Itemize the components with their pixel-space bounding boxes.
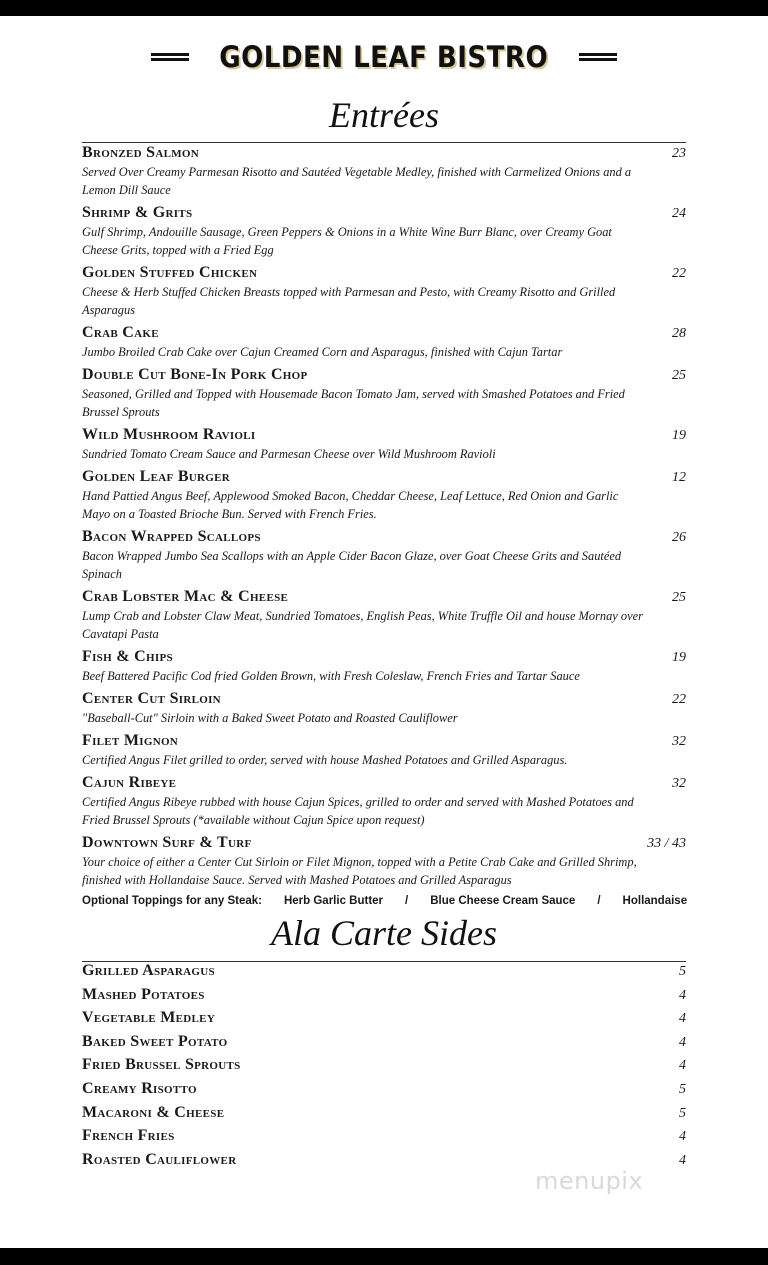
side-price: 5 — [679, 1081, 686, 1097]
restaurant-header — [0, 40, 768, 74]
side-item — [82, 1056, 686, 1080]
entree-price: 24 — [672, 206, 686, 221]
side-price: 4 — [679, 1034, 686, 1050]
side-name: Creamy Risotto — [82, 1079, 197, 1097]
entree-name: Center Cut Sirloin — [82, 690, 221, 707]
entree-price: 19 — [672, 650, 686, 665]
entree-description: "Baseball-Cut" Sirloin with a Baked Sweet Potato and Roasted Cauliflower — [82, 711, 458, 725]
side-price: 4 — [679, 1129, 686, 1145]
sides-title: Ala Carte Sides — [271, 913, 497, 953]
entree-item — [82, 467, 686, 523]
side-item — [82, 1080, 686, 1104]
entree-name: Double Cut Bone-In Pork Chop — [82, 366, 308, 383]
entree-item — [82, 527, 686, 583]
entree-item — [82, 365, 686, 421]
entree-item — [82, 773, 686, 829]
entree-description: Your choice of either a Center Cut Sirloin or Filet Mignon, topped with a Petite Crab Cake and Grilled Shrimp, finished with Hollandaise Sauce. Served with Mashed Potatoes and Grilled Asparagus — [82, 855, 637, 887]
entree-price: 25 — [672, 368, 686, 383]
entree-name: Golden Leaf Burger — [82, 468, 231, 485]
side-price: 4 — [679, 1058, 686, 1074]
entree-name: Crab Cake — [82, 324, 159, 341]
side-name: French Fries — [82, 1127, 175, 1145]
entree-price: 23 — [672, 146, 686, 161]
entree-price: 19 — [672, 428, 686, 443]
decorative-rule-right — [579, 53, 617, 61]
topping-option: Blue Cheese Cream Sauce — [430, 895, 576, 907]
side-name: Baked Sweet Potato — [82, 1032, 228, 1050]
entree-description: Served Over Creamy Parmesan Risotto and Sautéed Vegetable Medley, finished with Carmelized Onions and a Lemon Dill Sauce — [82, 165, 632, 197]
entree-name: Bronzed Salmon — [82, 144, 199, 161]
side-price: 4 — [679, 1152, 686, 1168]
entree-item — [82, 833, 686, 889]
side-price: 5 — [679, 1105, 686, 1121]
topping-option: Herb Garlic Butter — [283, 895, 384, 907]
side-name: Roasted Cauliflower — [82, 1150, 237, 1168]
entree-name: Filet Mignon — [82, 732, 179, 749]
entree-description: Certified Angus Filet grilled to order, served with house Mashed Potatoes and Grilled Asparagus. — [82, 753, 568, 767]
entree-item — [82, 323, 686, 361]
toppings-separator: / — [597, 895, 601, 907]
restaurant-name: GOLDEN LEAF BISTRO — [219, 40, 549, 74]
toppings-label: Optional Toppings for any Steak: — [82, 895, 262, 907]
entree-price: 25 — [672, 590, 686, 605]
entree-description: Sundried Tomato Cream Sauce and Parmesan Cheese over Wild Mushroom Ravioli — [82, 447, 496, 461]
entree-name: Downtown Surf & Turf — [82, 834, 252, 851]
entree-description: Jumbo Broiled Crab Cake over Cajun Creamed Corn and Asparagus, finished with Cajun Tartar — [82, 345, 563, 359]
entree-name: Cajun Ribeye — [82, 774, 177, 791]
decorative-rule-left — [151, 53, 189, 61]
side-price: 4 — [679, 987, 686, 1003]
entree-name: Wild Mushroom Ravioli — [82, 426, 256, 443]
entree-name: Golden Stuffed Chicken — [82, 264, 258, 281]
entrees-title: Entrées — [329, 95, 439, 135]
entree-price: 26 — [672, 530, 686, 545]
side-price: 4 — [679, 1011, 686, 1027]
side-price: 5 — [679, 964, 686, 979]
side-item — [82, 1104, 686, 1128]
entree-price: 32 — [672, 734, 686, 749]
topping-option: Hollandaise — [622, 895, 688, 907]
side-name: Vegetable Medley — [82, 1009, 216, 1027]
side-name: Mashed Potatoes — [82, 985, 205, 1003]
entree-price: 28 — [672, 326, 686, 341]
entree-item — [82, 263, 686, 319]
entree-item — [82, 689, 686, 727]
entree-price: 22 — [672, 692, 686, 707]
sides-list — [82, 962, 686, 1174]
entree-description: Bacon Wrapped Jumbo Sea Scallops with an Apple Cider Bacon Glaze, over Goat Cheese Grits and Sautéed Spinach — [82, 549, 622, 581]
entree-item — [82, 143, 686, 199]
steak-toppings — [82, 893, 686, 909]
entree-description: Beef Battered Pacific Cod fried Golden Brown, with Fresh Coleslaw, French Fries and Tartar Sauce — [82, 669, 580, 683]
entree-item — [82, 587, 686, 643]
entree-name: Shrimp & Grits — [82, 204, 193, 221]
entree-name: Crab Lobster Mac & Cheese — [82, 588, 289, 605]
entree-description: Gulf Shrimp, Andouille Sausage, Green Peppers & Onions in a White Wine Burr Blanc, over Creamy Goat Cheese Grits, topped with a Fried Egg — [82, 225, 612, 257]
side-name: Fried Brussel Sprouts — [82, 1056, 241, 1074]
entree-description: Lump Crab and Lobster Claw Meat, Sundried Tomatoes, English Peas, White Truffle Oil and house Mornay over Cavatapi Pasta — [82, 609, 643, 641]
entree-name: Fish & Chips — [82, 648, 173, 665]
entree-item — [82, 425, 686, 463]
entree-price: 22 — [672, 266, 686, 281]
entree-price: 12 — [672, 470, 686, 485]
side-item — [82, 1127, 686, 1151]
side-item — [82, 986, 686, 1010]
entree-item — [82, 731, 686, 769]
entree-description: Cheese & Herb Stuffed Chicken Breasts topped with Parmesan and Pesto, with Creamy Risotto and Grilled Asparagus — [82, 285, 616, 317]
entrees-list — [82, 143, 686, 909]
entree-name: Bacon Wrapped Scallops — [82, 528, 261, 545]
entree-item — [82, 203, 686, 259]
top-border — [0, 0, 768, 16]
entree-description: Certified Angus Ribeye rubbed with house Cajun Spices, grilled to order and served with Mashed Potatoes and Fried Brussel Sprouts (*available without Cajun Spice upon request) — [82, 795, 634, 827]
menupix-watermark: menupix — [535, 1167, 644, 1195]
side-item — [82, 962, 686, 986]
side-name: Grilled Asparagus — [82, 962, 215, 979]
side-item — [82, 1033, 686, 1057]
entree-price: 32 — [672, 776, 686, 791]
toppings-separator: / — [405, 895, 409, 907]
entree-item — [82, 647, 686, 685]
side-item — [82, 1009, 686, 1033]
entree-description: Seasoned, Grilled and Topped with Housemade Bacon Tomato Jam, served with Smashed Potatoes and Fried Brussel Sprouts — [82, 387, 625, 419]
entree-price: 33 / 43 — [647, 836, 686, 851]
side-name: Macaroni & Cheese — [82, 1103, 225, 1121]
bottom-border — [0, 1248, 768, 1265]
entree-description: Hand Pattied Angus Beef, Applewood Smoked Bacon, Cheddar Cheese, Leaf Lettuce, Red Onion and Garlic Mayo on a Toasted Brioche Bun. Served with French Fries. — [82, 489, 619, 521]
